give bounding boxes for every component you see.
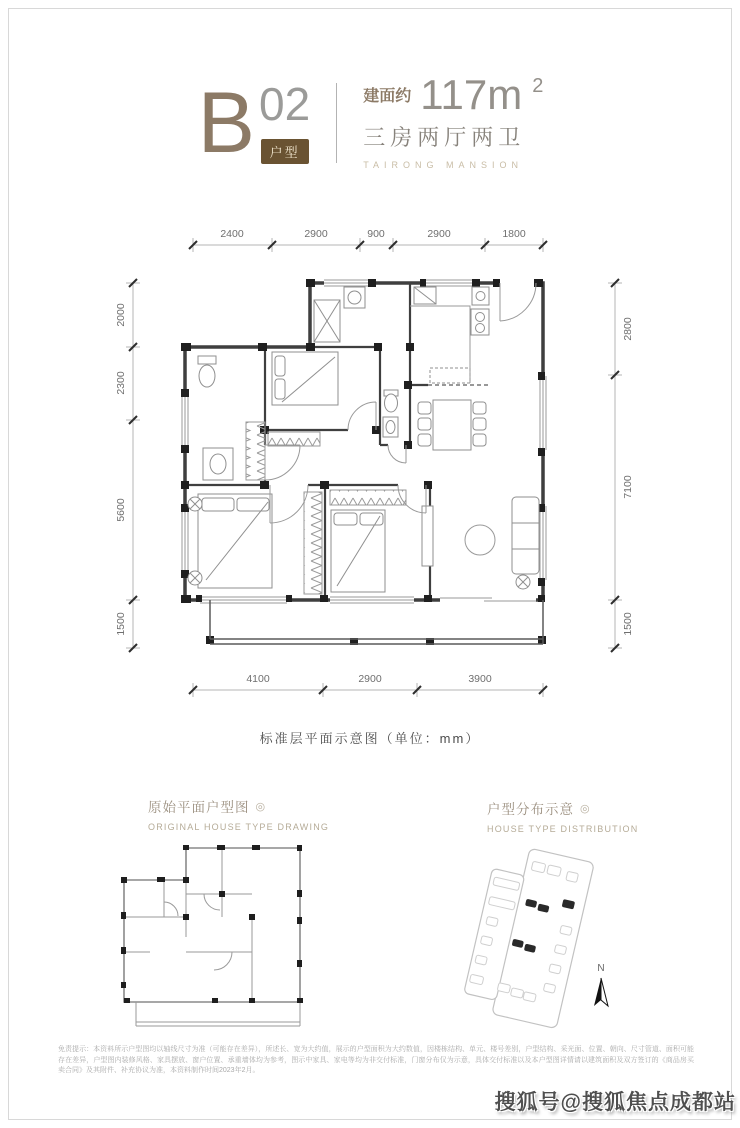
distribution-title-cn: 户型分布示意 [487, 802, 574, 817]
watermark: 搜狐号@搜狐焦点成都站 [494, 1091, 736, 1114]
dim-bottom-3: 3900 [468, 673, 492, 685]
distribution-diagram [450, 838, 665, 1043]
header [0, 71, 740, 171]
original-plan-title-en: ORIGINAL HOUSE TYPE DRAWING [148, 822, 330, 832]
original-plan-drawing [112, 842, 312, 1032]
north-arrow-icon [594, 978, 608, 1006]
main-floor-plan [110, 210, 634, 755]
balcony-rails [210, 600, 543, 644]
dim-left-3: 5600 [115, 498, 127, 522]
unit-code-block [197, 75, 311, 171]
plan-caption: 标准层平面示意图（单位：mm） [259, 731, 481, 746]
distribution-section-header [487, 798, 638, 834]
unit-number: 02 [259, 78, 311, 130]
area-value: 117m [420, 71, 523, 118]
unit-letter: B [197, 75, 256, 171]
header-divider [336, 83, 337, 163]
north-label: N [597, 963, 605, 974]
dim-top-3: 900 [367, 228, 385, 240]
unit-number-block [259, 78, 311, 164]
dim-right-2: 7100 [622, 475, 634, 499]
header-info [363, 71, 544, 170]
brand-name-en: TAIRONG MANSION [363, 160, 524, 170]
dim-left-2: 2300 [115, 371, 127, 395]
distribution-title-en: HOUSE TYPE DISTRIBUTION [487, 824, 639, 834]
dim-left-1: 2000 [115, 303, 127, 327]
dim-bottom-2: 2900 [358, 673, 382, 685]
layout-description: 三房两厅两卫 [363, 125, 526, 150]
dim-top-5: 1800 [502, 228, 526, 240]
ornament-icon: ◎ [255, 800, 266, 813]
dim-top-1: 2400 [220, 228, 244, 240]
furniture-layer [188, 287, 539, 594]
disclaimer-text: 免责提示：本资料所示户型图均以轴线尺寸为准（可能存在差异），所述长、宽为大约值，展示的户型面积为大约数值，因楼栋结构、单元、楼号差别，户型结构、采光面、位置、朝向、尺寸管道、面积可能存在差异，户型图内装修风格、家具摆放、窗户位置、承重墙体均为参考，图示中家具、家电等均为非交付标准，门窗分布仅为示意，具体交付标准以及本户型图详情请以建筑面积及双方签订的《商品房买卖合同》及其附件、补充协议为准，本资料制作时间2023年2月。 [58, 1046, 694, 1074]
dim-bottom-1: 4100 [246, 673, 270, 685]
area-row [363, 71, 544, 118]
ornament-icon: ◎ [580, 802, 590, 815]
dim-top-4: 2900 [427, 228, 451, 240]
original-plan-section-header [148, 796, 329, 832]
unit-type-badge: 户型 [261, 139, 309, 164]
dimension-lines [126, 238, 622, 697]
dim-left-4: 1500 [115, 612, 127, 636]
dim-right-1: 2800 [622, 317, 634, 341]
original-plan-title-cn: 原始平面户型图 [148, 800, 250, 815]
area-prefix: 建面约 [363, 88, 412, 105]
dim-right-3: 1500 [622, 612, 634, 636]
dim-top-2: 2900 [304, 228, 328, 240]
area-superscript: 2 [532, 75, 544, 97]
